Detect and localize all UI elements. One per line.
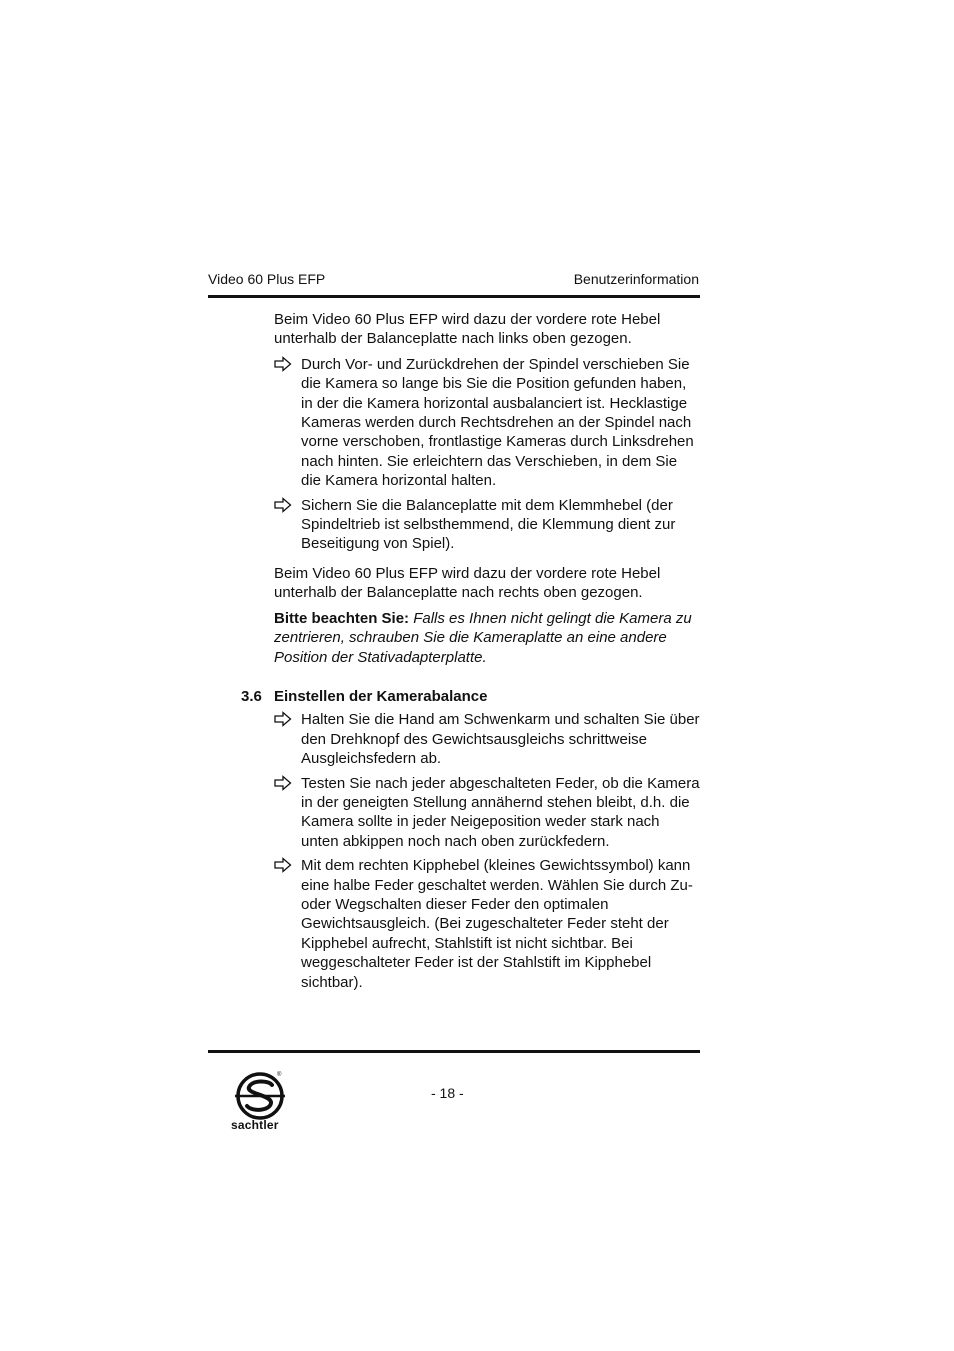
footer-rule xyxy=(208,1050,700,1053)
note-paragraph xyxy=(274,609,700,667)
logo-wordmark: sachtler xyxy=(231,1118,279,1132)
section-number: 3.6 xyxy=(241,687,262,705)
list-item-text: Sichern Sie die Balanceplatte mit dem Klemmhebel (der Spindeltrieb ist selbsthemmend, die Klemmung dient zur Beseitigung von Spiel). xyxy=(301,496,676,553)
header-section-name: Benutzerinformation xyxy=(573,271,699,287)
section-heading xyxy=(241,687,700,706)
registered-mark: ® xyxy=(277,1072,282,1078)
list-item xyxy=(274,355,700,491)
arrow-right-icon xyxy=(274,857,292,873)
paragraph: Beim Video 60 Plus EFP wird dazu der vordere rote Hebel unterhalb der Balanceplatte nach links oben gezogen. xyxy=(274,311,661,348)
arrow-right-icon xyxy=(274,356,292,372)
arrow-right-icon xyxy=(274,775,292,791)
header-rule xyxy=(208,295,700,298)
list-item xyxy=(274,496,700,554)
arrow-right-icon xyxy=(274,711,292,727)
list-item-text: Durch Vor- und Zurückdrehen der Spindel verschieben Sie die Kamera so lange bis Sie die Position gefunden haben, in der die Kamera horizontal ausbalanciert ist. Hecklastige Kameras werden durch Rechtsdrehen an der Spindel nach vorne verschoben, frontlastige Kameras durch Linksdrehen nach hinten. Sie erleichtern das Verschieben, in dem Sie die Kamera horizontal halten. xyxy=(301,355,694,490)
page-content xyxy=(241,310,700,997)
note-text: Falls es Ihnen nicht gelingt die Kamera zu zentrieren, schrauben Sie die Kameraplatte an eine andere Position der Stativadapterplatte. xyxy=(274,609,692,666)
paragraph: Beim Video 60 Plus EFP wird dazu der vordere rote Hebel unterhalb der Balanceplatte nach rechts oben gezogen. xyxy=(274,564,661,602)
header-product-name: Video 60 Plus EFP xyxy=(208,271,326,287)
list-item xyxy=(274,856,700,992)
list-item-text: Testen Sie nach jeder abgeschalteten Feder, ob die Kamera in der geneigten Stellung annähernd stehen bleibt, d.h. die Kamera sollte in jeder Neigeposition weder stark nach unten abkippen noch nach oben zurückfedern. xyxy=(301,774,700,850)
list-item-text: Halten Sie die Hand am Schwenkarm und schalten Sie über den Drehknopf des Gewichtsausgleichs schrittweise Ausgleichsfedern ab. xyxy=(301,711,700,768)
list-item-text: Mit dem rechten Kipphebel (kleines Gewichtssymbol) kann eine halbe Feder geschaltet werden. Wählen Sie durch Zu- oder Wegschalten dieser Feder den optimalen Gewichtsausgleich. (Bei zugeschalteter Feder steht der Kipphebel aufrecht, Stahlstift ist nicht sichtbar. Bei weggeschalteter Feder ist der Stahlstift im Kipphebel sichtbar). xyxy=(301,857,693,991)
page-number: - 18 - xyxy=(431,1085,464,1101)
section-title: Einstellen der Kamerabalance xyxy=(274,687,488,705)
list-item xyxy=(274,710,700,768)
list-item xyxy=(274,774,700,852)
arrow-right-icon xyxy=(274,497,292,513)
note-label: Bitte beachten Sie: xyxy=(274,609,410,627)
